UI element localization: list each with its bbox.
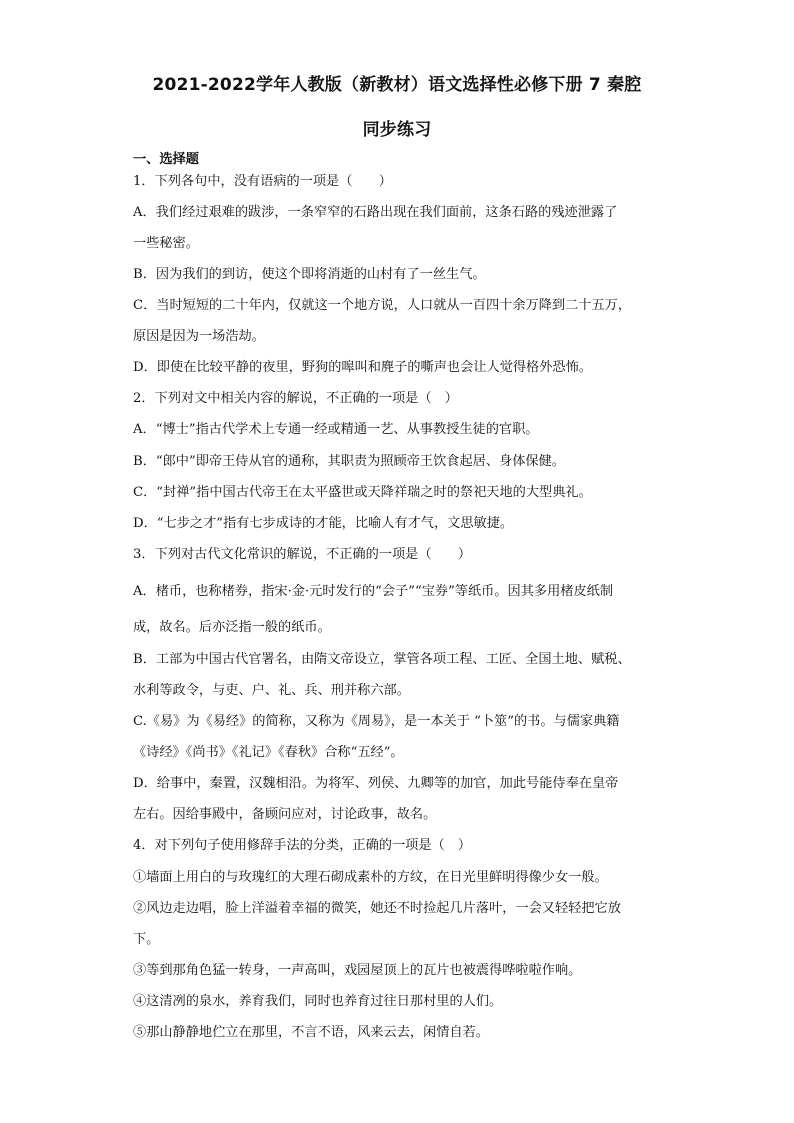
question-2-option-c: C．“封禅”指中国古代帝王在太平盛世或天降祥瑞之时的祭祀天地的大型典礼。 (133, 485, 592, 500)
document-subtitle: 同步练习 (362, 120, 432, 140)
question-1-stem: 1．下列各句中，没有语病的一项是（ ） (133, 174, 392, 189)
question-3-option-a: A．楮币，也称楮券，指宋·金·元时发行的“会子”“宝券”等纸币。因其多用楮皮纸制 (133, 584, 614, 599)
question-2-option-b: B．“郎中”即帝王侍从官的通称，其职责为照顾帝王饮食起居、身体保健。 (133, 454, 565, 469)
section-heading: 一、选择题 (133, 152, 199, 167)
question-3-option-b-cont: 水利等政令，与吏、户、礼、兵、刑并称六部。 (133, 683, 410, 698)
question-1-option-d: D．即使在比较平静的夜里，野狗的嗥叫和麂子的嘶声也会让人觉得格外恐怖。 (133, 360, 592, 375)
question-3-option-a-cont: 成，故名。后亦泛指一般的纸币。 (133, 620, 331, 635)
question-1-option-c-cont: 原因是因为一场浩劫。 (133, 329, 265, 344)
document-title: 2021-2022学年人教版（新教材）语文选择性必修下册 7 秦腔 (152, 75, 642, 95)
question-4-sentence-5: ⑤那山静静地伫立在那里，不言不语，风来云去，闲情自若。 (133, 1025, 490, 1040)
question-3-option-d-cont: 左右。因给事殿中，备顾问应对，讨论政事，故名。 (133, 807, 437, 822)
question-1-option-a-cont: 一些秘密。 (133, 236, 199, 251)
question-4-sentence-4: ④这清冽的泉水，养育我们，同时也养育过往日那村里的人们。 (133, 994, 503, 1009)
question-2-stem: 2．下列对文中相关内容的解说，不正确的一项是（ ） (133, 391, 458, 406)
question-4-sentence-2: ②风边走边唱，脸上洋溢着幸福的微笑，她还不时捡起几片落叶，一会又轻轻把它放 (133, 901, 621, 916)
question-1-option-b: B．因为我们的到访，使这个即将消逝的山村有了一丝生气。 (133, 267, 486, 282)
question-4-sentence-1: ①墙面上用白的与玫瑰红的大理石砌成素朴的方纹，在日光里鲜明得像少女一般。 (133, 870, 608, 885)
question-2-option-d: D．“七步之才”指有七步成诗的才能，比喻人有才气，文思敏捷。 (133, 516, 514, 531)
question-3-stem: 3．下列对古代文化常识的解说，不正确的一项是（ ） (133, 547, 472, 562)
question-2-option-a: A．“博士”指古代学术上专通一经或精通一艺、从事教授生徒的官职。 (133, 422, 539, 437)
question-3-option-c: C.《易》为《易经》的简称，又称为《周易》，是一本关于 “卜筮”的书。与儒家典籍 (133, 714, 620, 729)
question-3-option-c-cont: 《诗经》《尚书》《礼记》《春秋》合称“五经”。 (133, 745, 404, 760)
question-4-stem: 4．对下列句子使用修辞手法的分类，正确的一项是（ ） (133, 838, 472, 853)
question-1-option-a: A．我们经过艰难的跋涉，一条窄窄的石路出现在我们面前，这条石路的残迹泄露了 (133, 205, 618, 220)
question-4-sentence-2-cont: 下。 (133, 932, 160, 947)
question-3-option-d: D．给事中，秦置，汉魏相沿。为将军、列侯、九卿等的加官，加此号能侍奉在皇帝 (133, 776, 619, 791)
question-1-option-c: C．当时短短的二十年内，仅就这一个地方说，人口就从一百四十余万降到二十五万， (133, 298, 632, 313)
question-3-option-b: B．工部为中国古代官署名，由隋文帝设立，掌管各项工程、工匠、全国土地、赋税、 (133, 652, 631, 667)
question-4-sentence-3: ③等到那角色猛一转身，一声高叫，戏园屋顶上的瓦片也被震得哗啦啦作响。 (133, 963, 582, 978)
